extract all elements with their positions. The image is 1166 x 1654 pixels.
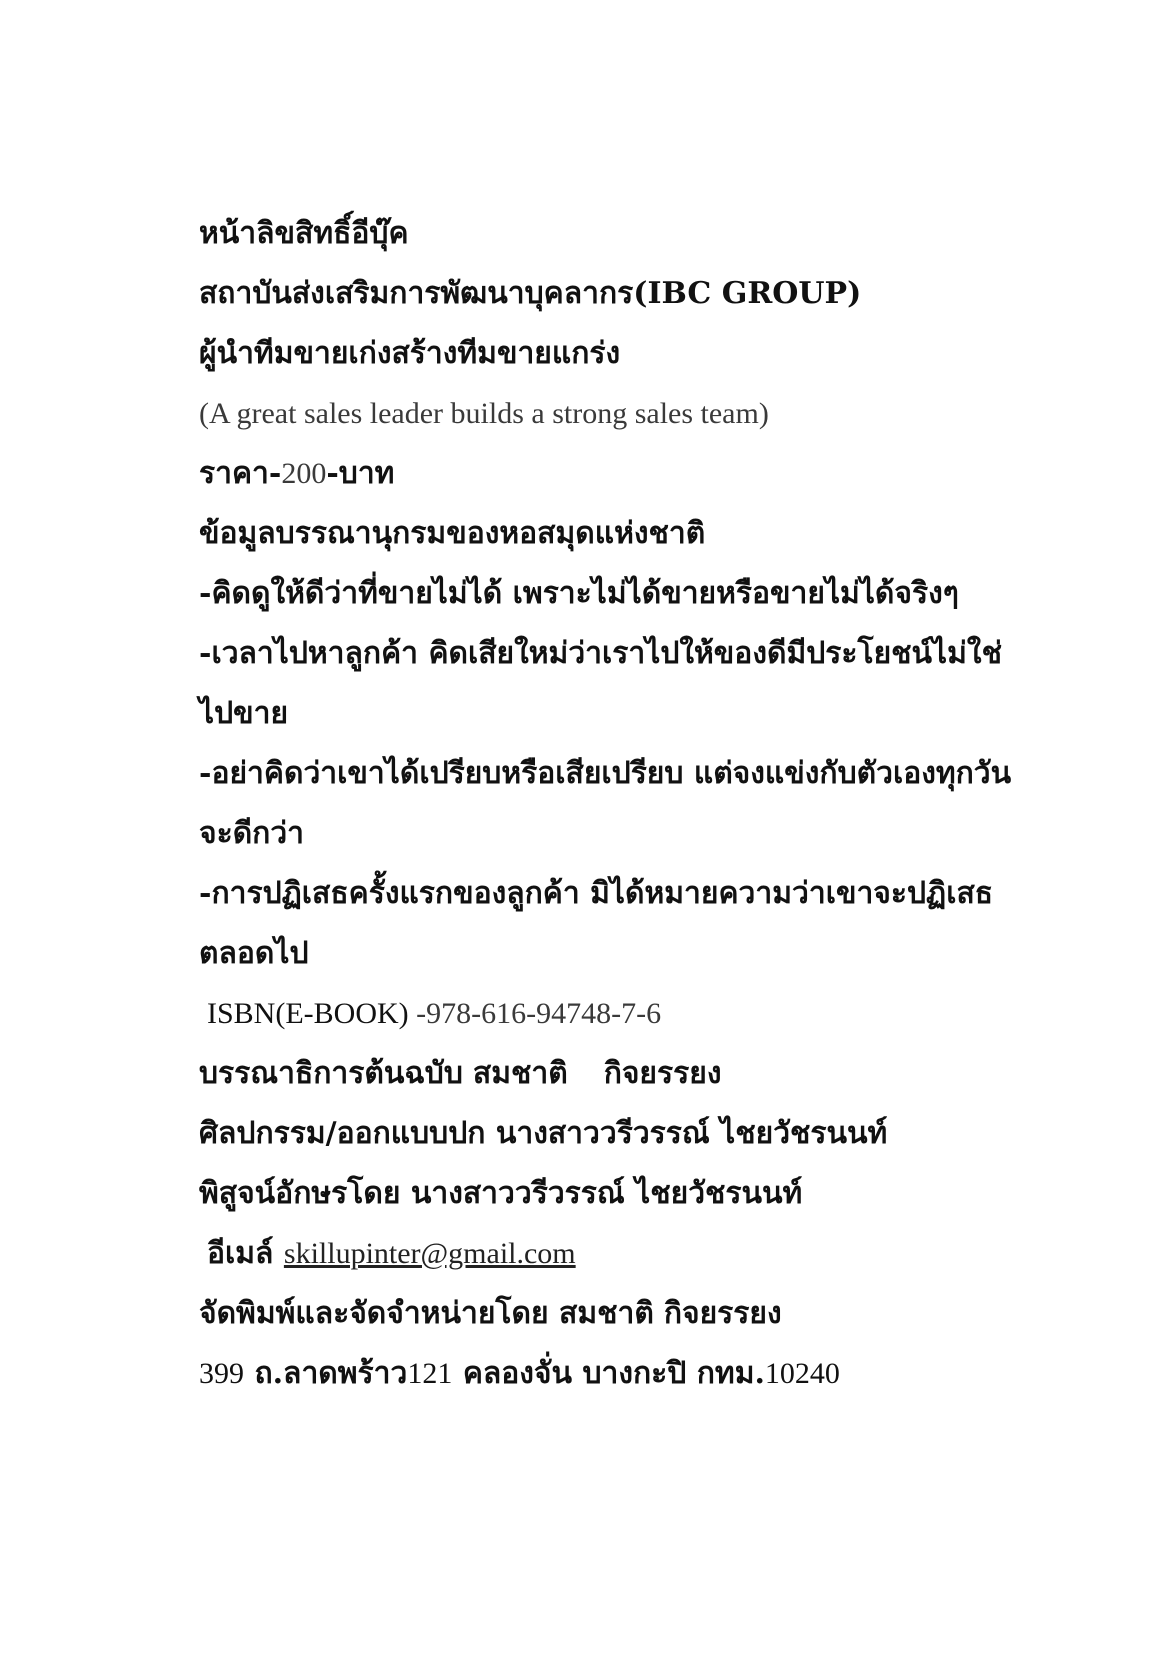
price-unit: -บาท [326,456,395,491]
institute-name: สถาบันส่งเสริมการพัฒนาบุคลากร(IBC GROUP) [199,276,862,311]
publisher-line [199,1284,959,1344]
editor-first-name: สมชาติ [472,1056,568,1091]
quote-line: ไปขาย [199,696,289,731]
editor-line [199,1044,959,1104]
quote-line: จะดีกว่า [199,816,305,851]
email-link[interactable]: skillupinter@gmail.com [283,1237,576,1270]
price-amount: 200 [281,457,327,490]
publisher-last-name: กิจยรรยง [663,1296,782,1331]
cataloging-heading: ข้อมูลบรรณานุกรมของหอสมุดแห่งชาติ [199,516,706,551]
price-line [199,444,959,504]
isbn-line [199,984,959,1044]
copyright-heading: หน้าลิขสิทธิ์อีบุ๊ค [199,216,409,251]
copyright-page-content [199,204,1012,1404]
address-postcode: 10240 [764,1357,840,1390]
isbn-value: -978-616-94748-7-6 [416,997,662,1030]
address-number: 399 [199,1357,244,1390]
editor-last-name: กิจยรรยง [603,1056,722,1091]
book-title-thai: ผู้นำทีมขายเก่งสร้างทีมขายแกร่ง [199,336,621,371]
book-title-english: (A great sales leader builds a strong sales team) [199,397,769,430]
address-area: คลองจั่น บางกะปิ กทม. [462,1356,765,1391]
quote-line: -คิดดูให้ดีว่าที่ขายไม่ได้ เพราะไม่ได้ขายหรือขายไม่ได้จริงๆ [199,576,959,611]
publisher-label: จัดพิมพ์และจัดจำหน่ายโดย [199,1296,549,1331]
email-line [199,1224,959,1284]
isbn-label: ISBN(E-BOOK) [207,997,409,1030]
quote-line: -อย่าคิดว่าเขาได้เปรียบหรือเสียเปรียบ แต่จงแข่งกับตัวเองทุกวัน [199,756,1012,791]
publisher-first-name: สมชาติ [559,1296,654,1331]
price-label: ราคา- [199,456,282,491]
address-soi: 121 [407,1357,453,1390]
email-label: อีเมล์ [207,1236,274,1271]
art-design-credit: ศิลปกรรม/ออกแบบปก นางสาววรีวรรณ์ ไชยวัชรนนท์ [199,1116,888,1151]
quote-line: -การปฏิเสธครั้งแรกของลูกค้า มิได้หมายความว่าเขาจะปฏิเสธ [199,876,994,911]
quote-line: ตลอดไป [199,936,309,971]
proofreading-credit: พิสูจน์อักษรโดย นางสาววรีวรรณ์ ไชยวัชรนนท์ [199,1176,803,1211]
editor-label: บรรณาธิการต้นฉบับ [199,1056,463,1091]
address-line [199,1344,959,1404]
address-road: ถ.ลาดพร้าว [254,1356,408,1391]
quote-line: -เวลาไปหาลูกค้า คิดเสียใหม่ว่าเราไปให้ของดีมีประโยชน์ไม่ใช่ [199,636,1002,671]
